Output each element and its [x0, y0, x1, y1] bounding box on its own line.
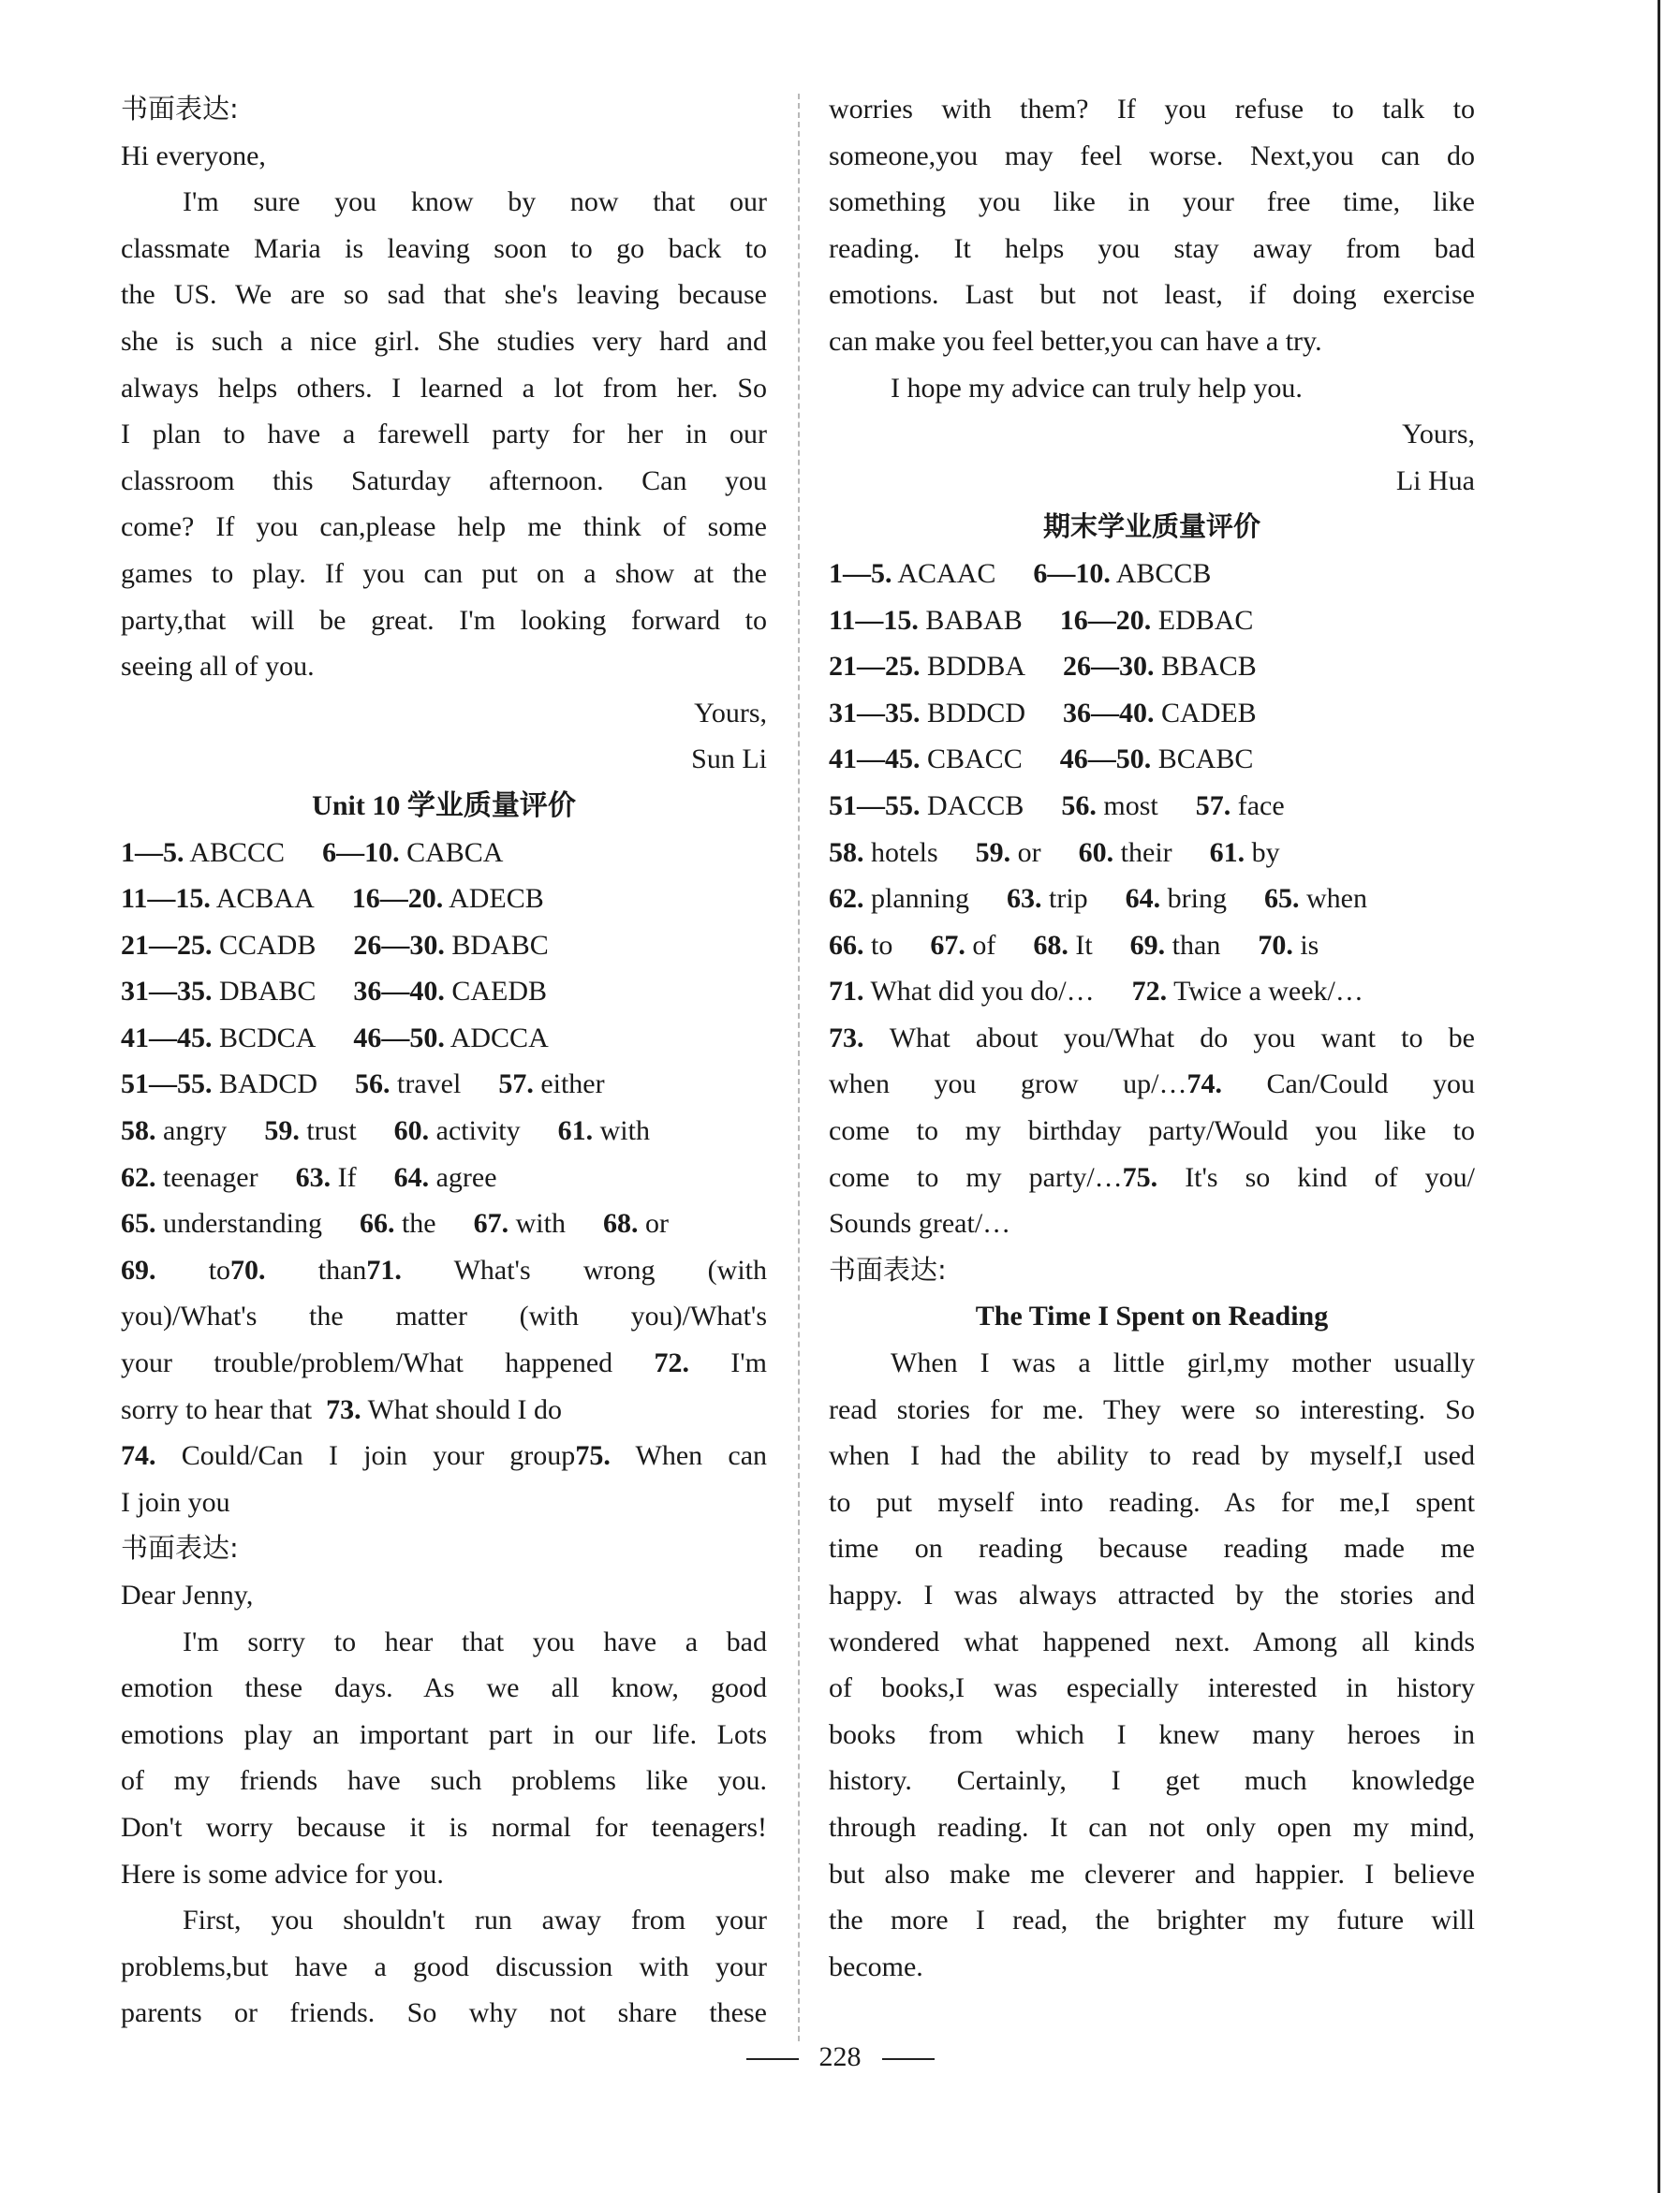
letter-line: someone,you may feel worse. Next,you can do	[829, 140, 1475, 171]
answer-text: understanding	[163, 1208, 322, 1240]
essay-title: The Time I Spent on Reading	[975, 1301, 1329, 1332]
answer-item	[829, 837, 938, 868]
answer-line	[829, 1155, 1475, 1201]
answer-text: ACAAC	[897, 557, 996, 589]
answer-text: than	[1172, 929, 1221, 961]
answer-item	[121, 1115, 227, 1146]
answer-text: or	[1017, 836, 1041, 868]
right-column	[829, 86, 1475, 1990]
letter-line: Here is some advice for you.	[121, 1858, 444, 1890]
answer-number: 75.	[1122, 1161, 1158, 1193]
answer-text: BDDCD	[927, 697, 1026, 729]
answer-number: 11—15.	[121, 883, 211, 915]
answer-text: CABCA	[406, 836, 504, 868]
answer-number: 57.	[1195, 789, 1231, 821]
answer-row	[829, 830, 1475, 876]
answer-number: 74.	[121, 1440, 156, 1472]
answer-item	[353, 930, 548, 961]
letter-line: something you like in your free time, like	[829, 186, 1475, 218]
answer-row	[829, 922, 1475, 969]
answer-number: 62.	[829, 883, 864, 915]
answer-item	[498, 1068, 604, 1099]
answer-number: 36—40.	[353, 976, 445, 1008]
answer-text: It	[1075, 929, 1093, 961]
answer-row	[829, 597, 1475, 644]
answer-text: ADECB	[449, 883, 544, 915]
email1-line: she is such a nice girl. She studies very hard and	[121, 325, 767, 357]
answer-number: 66.	[359, 1208, 395, 1240]
answer-text: CADEB	[1161, 697, 1257, 729]
email1-closing: Yours,	[694, 697, 767, 729]
answer-line: you)/What's the matter (with you)/What's	[121, 1301, 767, 1332]
letter-line: can make you feel better,you can have a try.	[829, 325, 1322, 357]
answer-text: Could/Can I join your group	[181, 1440, 576, 1472]
answer-text: by	[1251, 836, 1280, 868]
answer-text: DACCB	[927, 789, 1024, 821]
answer-item	[930, 930, 995, 961]
answer-number: 70.	[1258, 929, 1293, 961]
answer-text: with	[599, 1115, 650, 1147]
answer-text: DBABC	[219, 976, 317, 1008]
answer-item	[121, 1023, 316, 1053]
essay-line: happy. I was always attracted by the stories and	[829, 1580, 1475, 1611]
answer-item	[829, 605, 1023, 636]
answer-item	[558, 1115, 650, 1146]
letter-line: I hope my advice can truly help you.	[891, 372, 1303, 404]
answer-number: 72.	[1131, 976, 1168, 1008]
letter-line: emotion these days. As we all know, good	[121, 1672, 767, 1704]
answer-number: 73.	[326, 1393, 361, 1425]
letter-line: I'm sorry to hear that you have a bad	[183, 1626, 767, 1657]
answer-item	[1063, 651, 1257, 682]
answer-number: 63.	[295, 1161, 332, 1193]
answer-text: trust	[306, 1115, 357, 1147]
answer-text: when	[1306, 883, 1367, 915]
answer-number: 58.	[121, 1115, 156, 1147]
answer-row	[121, 1015, 767, 1062]
answer-line	[121, 1433, 767, 1479]
answer-line: I join you	[121, 1486, 230, 1518]
answer-row	[829, 736, 1475, 783]
letter-line: emotions. Last but not least, if doing exercise	[829, 279, 1475, 311]
page-number: 228	[818, 2041, 862, 2072]
answer-row	[829, 643, 1475, 690]
answer-item	[1130, 930, 1221, 961]
email1-line: the US. We are so sad that she's leaving because	[121, 279, 767, 311]
answer-line	[121, 1387, 767, 1434]
answer-text: BCDCA	[219, 1022, 317, 1053]
answer-text: agree	[435, 1161, 497, 1193]
answer-text: when you grow up/…	[829, 1068, 1187, 1100]
answer-number: 31—35.	[829, 697, 921, 729]
answer-number: 16—20.	[1059, 604, 1152, 636]
letter-line: worries with them? If you refuse to talk to	[829, 94, 1475, 125]
answer-number: 11—15.	[829, 604, 919, 636]
answer-item	[121, 976, 316, 1007]
answer-item	[296, 1162, 357, 1193]
answer-line	[829, 1061, 1475, 1108]
answer-item	[603, 1208, 669, 1239]
unit10-answer-grid	[121, 830, 767, 1247]
answer-number: 59.	[975, 836, 1011, 868]
letter-line: Don't worry because it is normal for teenagers!	[121, 1811, 767, 1843]
answer-text: ABCCC	[189, 836, 286, 868]
answer-text: CAEDB	[451, 976, 548, 1008]
answer-item	[322, 837, 503, 868]
answer-item	[394, 1115, 521, 1146]
answer-number: 72.	[654, 1347, 689, 1379]
answer-text: What should I do	[367, 1393, 563, 1425]
answer-number: 59.	[264, 1115, 300, 1147]
answer-number: 65.	[1264, 883, 1300, 915]
answer-item	[1196, 790, 1285, 821]
answer-item	[1063, 698, 1257, 729]
answer-item	[352, 883, 544, 914]
answer-number: 36—40.	[1063, 697, 1155, 729]
answer-item	[1126, 883, 1227, 914]
answer-item	[829, 930, 892, 961]
answer-number: 65.	[121, 1208, 156, 1240]
final-exam-title: 期末学业质量评价	[1042, 510, 1260, 543]
answer-number: 71.	[366, 1254, 402, 1286]
answer-number: 68.	[1033, 929, 1068, 961]
email1-signature: Sun Li	[691, 743, 767, 775]
essay-line: read stories for me. They were so interesting. So	[829, 1393, 1475, 1425]
essay-body	[829, 1340, 1475, 1990]
essay-line: time on reading because reading made me	[829, 1533, 1475, 1565]
answer-number: 6—10.	[322, 836, 400, 868]
answer-text: either	[540, 1068, 605, 1100]
answer-number: 74.	[1186, 1068, 1222, 1100]
answer-number: 75.	[575, 1440, 611, 1472]
answer-text: to	[871, 929, 893, 961]
answer-number: 60.	[1078, 836, 1114, 868]
answer-item	[829, 698, 1025, 729]
answer-row	[829, 968, 1475, 1015]
answer-item	[829, 976, 1095, 1007]
answer-number: 69.	[121, 1254, 156, 1286]
answer-number: 60.	[393, 1115, 430, 1147]
answer-number: 61.	[1209, 836, 1245, 868]
answer-text: I'm	[730, 1347, 767, 1379]
answer-text: face	[1237, 789, 1285, 821]
answer-text: planning	[871, 883, 969, 915]
answer-text: angry	[163, 1115, 228, 1147]
answer-line: come to my birthday party/Would you like to	[829, 1115, 1475, 1147]
answer-text: than	[317, 1254, 367, 1286]
answer-number: 46—50.	[1059, 743, 1152, 775]
email1-line: games to play. If you can put on a show at the	[121, 557, 767, 589]
essay-line: but also make me cleverer and happier. I believe	[829, 1858, 1475, 1890]
answer-number: 67.	[473, 1208, 509, 1240]
answer-row	[121, 922, 767, 969]
answer-text: with	[515, 1208, 566, 1240]
essay-line: books from which I knew many heroes in	[829, 1718, 1475, 1750]
answer-number: 71.	[829, 976, 864, 1008]
answer-row	[829, 876, 1475, 922]
answer-line	[121, 1247, 767, 1294]
answer-item	[121, 1162, 258, 1193]
essay-line: become.	[829, 1950, 923, 1982]
answer-row	[121, 876, 767, 922]
answer-text: teenager	[163, 1161, 258, 1193]
letter-closing: Yours,	[1402, 419, 1475, 450]
answer-item	[353, 1023, 548, 1053]
email1-line: always helps others. I learned a lot from her. So	[121, 372, 767, 404]
email1-line: seeing all of you.	[121, 651, 315, 683]
letter-continuation	[829, 86, 1475, 411]
answer-item	[1033, 558, 1211, 589]
answer-item	[829, 790, 1024, 821]
answer-text: Twice a week/…	[1173, 976, 1363, 1008]
answer-text: CCADB	[219, 929, 317, 961]
answer-item	[1132, 976, 1363, 1007]
answer-number: 63.	[1007, 883, 1042, 915]
answer-text: ACBAA	[215, 883, 315, 915]
answer-number: 58.	[829, 836, 864, 868]
unit10-title: Unit 10 学业质量评价	[312, 789, 576, 821]
footer-dash	[882, 2058, 935, 2060]
answer-text: activity	[435, 1115, 521, 1147]
email1-line: party,that will be great. I'm looking forward to	[121, 604, 767, 636]
page-footer	[0, 2041, 1680, 2073]
essay-line: to put myself into reading. As for me,I spent	[829, 1486, 1475, 1518]
essay-line: When I was a little girl,my mother usually	[891, 1347, 1475, 1379]
answer-number: 56.	[1061, 789, 1097, 821]
letter-line: First, you shouldn't run away from your	[183, 1905, 767, 1936]
answer-text: come to my party/…	[829, 1161, 1123, 1193]
answer-number: 73.	[829, 1022, 864, 1053]
letter-signature: Li Hua	[1395, 464, 1475, 496]
answer-number: 1—5.	[121, 836, 184, 868]
answer-line: Sounds great/…	[829, 1208, 1011, 1240]
answer-item	[1258, 930, 1319, 961]
answer-text: trip	[1049, 883, 1088, 915]
answer-number: 21—25.	[829, 651, 921, 683]
answer-row	[121, 1155, 767, 1201]
answer-item	[829, 883, 969, 914]
answer-item	[1061, 790, 1157, 821]
answer-number: 41—45.	[121, 1022, 213, 1053]
answer-text: ABCCB	[1115, 557, 1212, 589]
email1-line: come? If you can,please help me think of some	[121, 511, 767, 543]
answer-text: CBACC	[927, 743, 1023, 775]
email1-greeting: Hi everyone,	[121, 140, 266, 171]
answer-number: 41—45.	[829, 743, 921, 775]
answer-number: 70.	[230, 1254, 266, 1286]
answer-text: is	[1300, 929, 1319, 961]
answer-text: What's wrong (with	[453, 1254, 768, 1286]
essay-line: of books,I was especially interested in history	[829, 1672, 1475, 1704]
answer-text: EDBAC	[1157, 604, 1254, 636]
answer-number: 26—30.	[353, 929, 445, 961]
letter-line: parents or friends. So why not share these	[121, 1997, 767, 2029]
answer-number: 46—50.	[353, 1022, 445, 1053]
writing-heading-1: 书面表达:	[121, 93, 239, 125]
answer-text: their	[1120, 836, 1172, 868]
answer-text: BBACB	[1161, 651, 1257, 683]
letter-body	[121, 1619, 767, 2037]
answer-text: What did you do/…	[870, 976, 1095, 1008]
answer-item	[360, 1208, 436, 1239]
email1-line: classmate Maria is leaving soon to go back to	[121, 232, 767, 264]
answer-item	[353, 976, 547, 1007]
answer-text: Can/Could you	[1266, 1068, 1475, 1100]
answer-item	[1033, 930, 1092, 961]
answer-item	[1060, 605, 1254, 636]
answer-text: hotels	[871, 836, 938, 868]
answer-item	[121, 1208, 322, 1239]
answer-row	[121, 830, 767, 876]
answer-number: 66.	[829, 929, 864, 961]
answer-item	[1264, 883, 1367, 914]
left-column	[121, 86, 767, 2037]
answer-item	[121, 930, 316, 961]
email1-line: I'm sure you know by now that our	[183, 186, 767, 218]
answer-item	[829, 743, 1023, 774]
answer-item	[355, 1068, 461, 1099]
essay-line: the more I read, the brighter my future will	[829, 1905, 1475, 1936]
letter-line: reading. It helps you stay away from bad	[829, 232, 1475, 264]
answer-text: to	[208, 1254, 231, 1286]
email1-body	[121, 179, 767, 690]
answer-number: 6—10.	[1033, 557, 1111, 589]
answer-item	[1210, 837, 1280, 868]
answer-number: 51—55.	[829, 789, 921, 821]
answer-number: 51—55.	[121, 1068, 213, 1100]
answer-text: BCABC	[1157, 743, 1254, 775]
answer-item	[829, 558, 995, 589]
answer-number: 26—30.	[1063, 651, 1155, 683]
answer-number: 64.	[393, 1161, 430, 1193]
answer-row	[121, 1108, 767, 1155]
letter-line: of my friends have such problems like you.	[121, 1765, 767, 1797]
answer-text: BADCD	[219, 1068, 318, 1100]
answer-number: 67.	[930, 929, 965, 961]
answer-number: 68.	[602, 1208, 639, 1240]
answer-item	[474, 1208, 566, 1239]
answer-text: your trouble/problem/What happened	[121, 1347, 613, 1379]
answer-item	[829, 651, 1025, 682]
answer-item	[394, 1162, 497, 1193]
page-edge-line	[1658, 0, 1660, 2193]
answer-number: 31—35.	[121, 976, 213, 1008]
answer-row	[829, 551, 1475, 597]
answer-number: 69.	[1129, 929, 1166, 961]
answer-row	[121, 1200, 767, 1247]
answer-text: of	[972, 929, 996, 961]
column-divider	[798, 94, 800, 2041]
answer-item	[1007, 883, 1088, 914]
answer-item	[121, 883, 315, 914]
answer-number: 1—5.	[829, 557, 892, 589]
writing-heading-3: 书面表达:	[829, 1253, 947, 1286]
answer-text: BDABC	[451, 929, 549, 961]
answer-text: ADCCA	[449, 1022, 549, 1053]
answer-number: 61.	[557, 1115, 594, 1147]
answer-text: BDDBA	[927, 651, 1026, 683]
email1-line: classroom this Saturday afternoon. Can you	[121, 464, 767, 496]
answer-text: the	[401, 1208, 436, 1240]
answer-item	[976, 837, 1041, 868]
answer-item	[121, 837, 285, 868]
answer-item	[1079, 837, 1172, 868]
answer-text: or	[644, 1208, 669, 1240]
answer-line	[829, 1015, 1475, 1062]
answer-row	[829, 783, 1475, 830]
final-answer-grid	[829, 551, 1475, 1015]
letter-line: emotions play an important part in our life. Lots	[121, 1718, 767, 1750]
letter-line: problems,but have a good discussion with your	[121, 1950, 767, 1982]
footer-dash	[746, 2058, 799, 2060]
essay-line: through reading. It can not only open my mind,	[829, 1811, 1475, 1843]
answer-number: 56.	[355, 1068, 391, 1100]
answer-text: It's so kind of you/	[1185, 1161, 1475, 1193]
answer-item	[1060, 743, 1254, 774]
answer-item	[264, 1115, 356, 1146]
answer-row	[121, 968, 767, 1015]
answer-text: When can	[635, 1440, 768, 1472]
answer-text: What about you/What do you want to be	[889, 1022, 1475, 1053]
answer-number: 62.	[121, 1161, 156, 1193]
answer-row	[829, 690, 1475, 737]
essay-line: history. Certainly, I get much knowledge	[829, 1765, 1475, 1797]
essay-line: wondered what happened next. Among all kinds	[829, 1626, 1475, 1657]
letter-greeting: Dear Jenny,	[121, 1580, 254, 1611]
answer-line	[121, 1340, 767, 1387]
answer-row	[121, 1061, 767, 1108]
answer-number: 21—25.	[121, 929, 213, 961]
answer-text: bring	[1167, 883, 1227, 915]
answer-number: 57.	[498, 1068, 534, 1100]
answer-item	[121, 1068, 317, 1099]
answer-text: most	[1103, 789, 1158, 821]
answer-text: travel	[397, 1068, 462, 1100]
answer-text: sorry to hear that	[121, 1393, 313, 1425]
answer-text: BABAB	[925, 604, 1023, 636]
writing-heading-2: 书面表达:	[121, 1532, 239, 1565]
answer-number: 16—20.	[351, 883, 444, 915]
answer-text: If	[337, 1161, 357, 1193]
essay-line: when I had the ability to read by myself,I used	[829, 1440, 1475, 1472]
email1-line: I plan to have a farewell party for her in our	[121, 419, 767, 450]
answer-number: 64.	[1125, 883, 1161, 915]
